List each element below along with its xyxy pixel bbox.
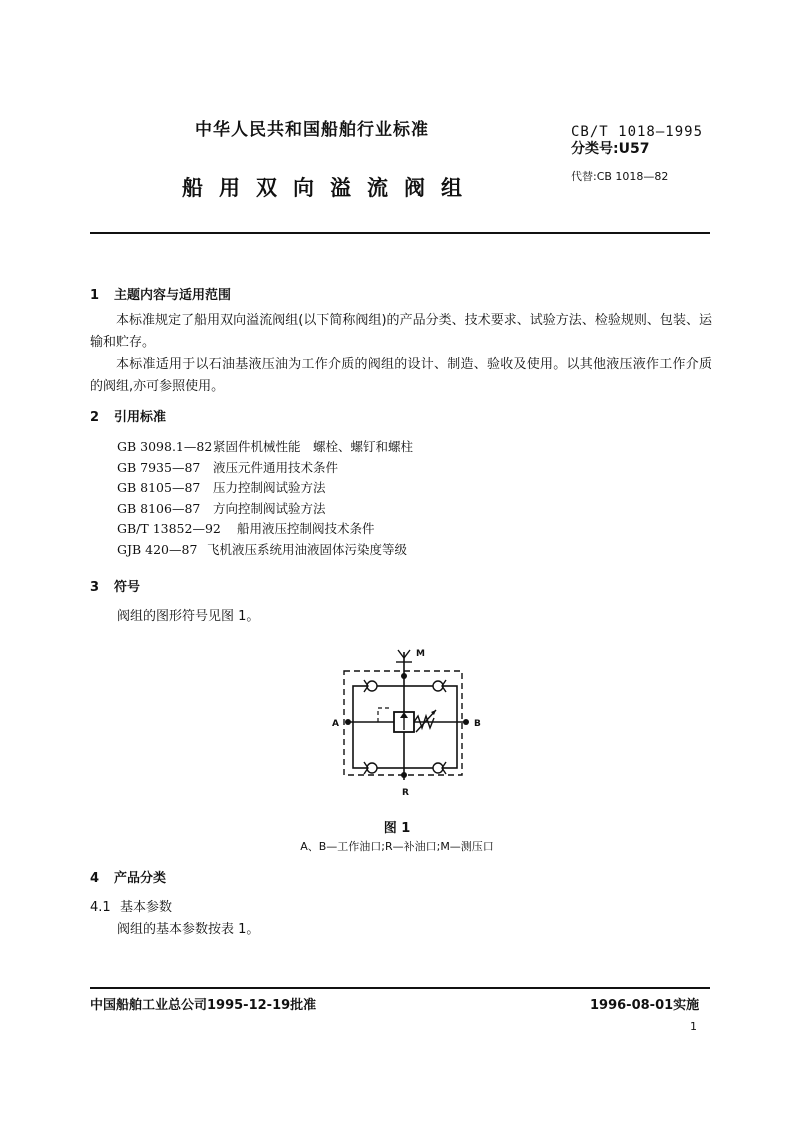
approval-statement: 中国船舶工业总公司1995-12-19批准 [90,998,317,1013]
section-3-paragraph: 阀组的图形符号见图 1。 [117,609,260,624]
port-b-dot [463,719,469,725]
section-4-number: 4 [90,871,100,886]
port-m-label: M [416,649,425,659]
section-1-paragraph-1: 本标准规定了船用双向溢流阀组(以下简称阀组)的产品分类、技术要求、试验方法、检验规则、包装、运输和贮存。 [90,313,712,350]
header-rule [90,232,710,234]
section-3-title: 符号 [114,580,141,595]
reference-title: 液压元件通用技术条件 [213,459,339,475]
valve-group-symbol-figure [320,640,490,800]
section-1-heading [90,284,231,303]
classification-number: 分类号:U57 [571,141,650,157]
implementation-date: 1996-08-01实施 [590,998,700,1013]
document-title: 船用双向溢流阀组 [182,176,478,200]
reference-title: 紧固件机械性能 螺栓、螺钉和螺柱 [213,439,414,454]
section-4-heading [90,867,166,886]
reference-code: GB 7935—87 [117,459,201,475]
reference-item [117,458,413,479]
section-1-title: 主题内容与适用范围 [114,288,232,303]
section-1-paragraph-2: 本标准适用于以石油基液压油为工作介质的阀组的设计、制造、验收及使用。以其他液压液作工作介质的阀组,亦可参照使用。 [90,357,712,394]
page-number: 1 [690,1020,697,1033]
figure-caption: 图 1 [383,821,411,836]
section-4-1-heading [90,896,172,915]
section-1-number: 1 [90,288,100,303]
port-r-label: R [402,788,409,798]
reference-code: GB 8105—87 [117,480,201,495]
replaces-standard: 代替:CB 1018—82 [571,170,669,183]
section-4-title: 产品分类 [114,871,167,886]
section-2-title: 引用标准 [114,410,167,425]
port-a-dot [345,719,351,725]
reference-item [117,437,413,458]
reference-title: 飞机液压系统用油液固体污染度等级 [207,541,408,557]
section-3-number: 3 [90,580,100,595]
reference-code: GB 3098.1—82 [117,439,213,454]
section-2-number: 2 [90,410,100,425]
pilot-line [378,708,392,722]
standard-code-block [571,124,703,158]
reference-item [117,540,413,561]
standard-number: CB/T 1018—1995 [571,124,704,140]
figure-legend: A、B—工作油口;R—补油口;M—测压口 [300,840,494,853]
section-4-1-paragraph: 阀组的基本参数按表 1。 [117,922,260,937]
section-4-1-title: 基本参数 [120,900,173,915]
section-3-heading [90,576,140,595]
reference-title: 方向控制阀试验方法 [213,500,326,516]
port-a-label: A [332,719,339,729]
reference-code: GB/T 13852—92 [117,521,221,536]
port-m-dot [401,673,407,679]
footer-rule [90,987,710,989]
reference-item [117,499,413,520]
reference-code: GB 8106—87 [117,500,201,516]
reference-item [117,519,413,540]
reference-item [117,478,413,499]
referenced-standards-list [117,437,413,560]
section-4-1-number: 4.1 [90,900,111,915]
port-r-dot [401,772,407,778]
section-2-heading [90,406,166,425]
issuing-authority-title: 中华人民共和国船舶行业标准 [195,120,429,140]
reference-title: 压力控制阀试验方法 [213,480,326,495]
port-b-label: B [474,719,481,729]
reference-title: 船用液压控制阀技术条件 [237,521,375,536]
reference-code: GJB 420—87 [117,541,198,557]
